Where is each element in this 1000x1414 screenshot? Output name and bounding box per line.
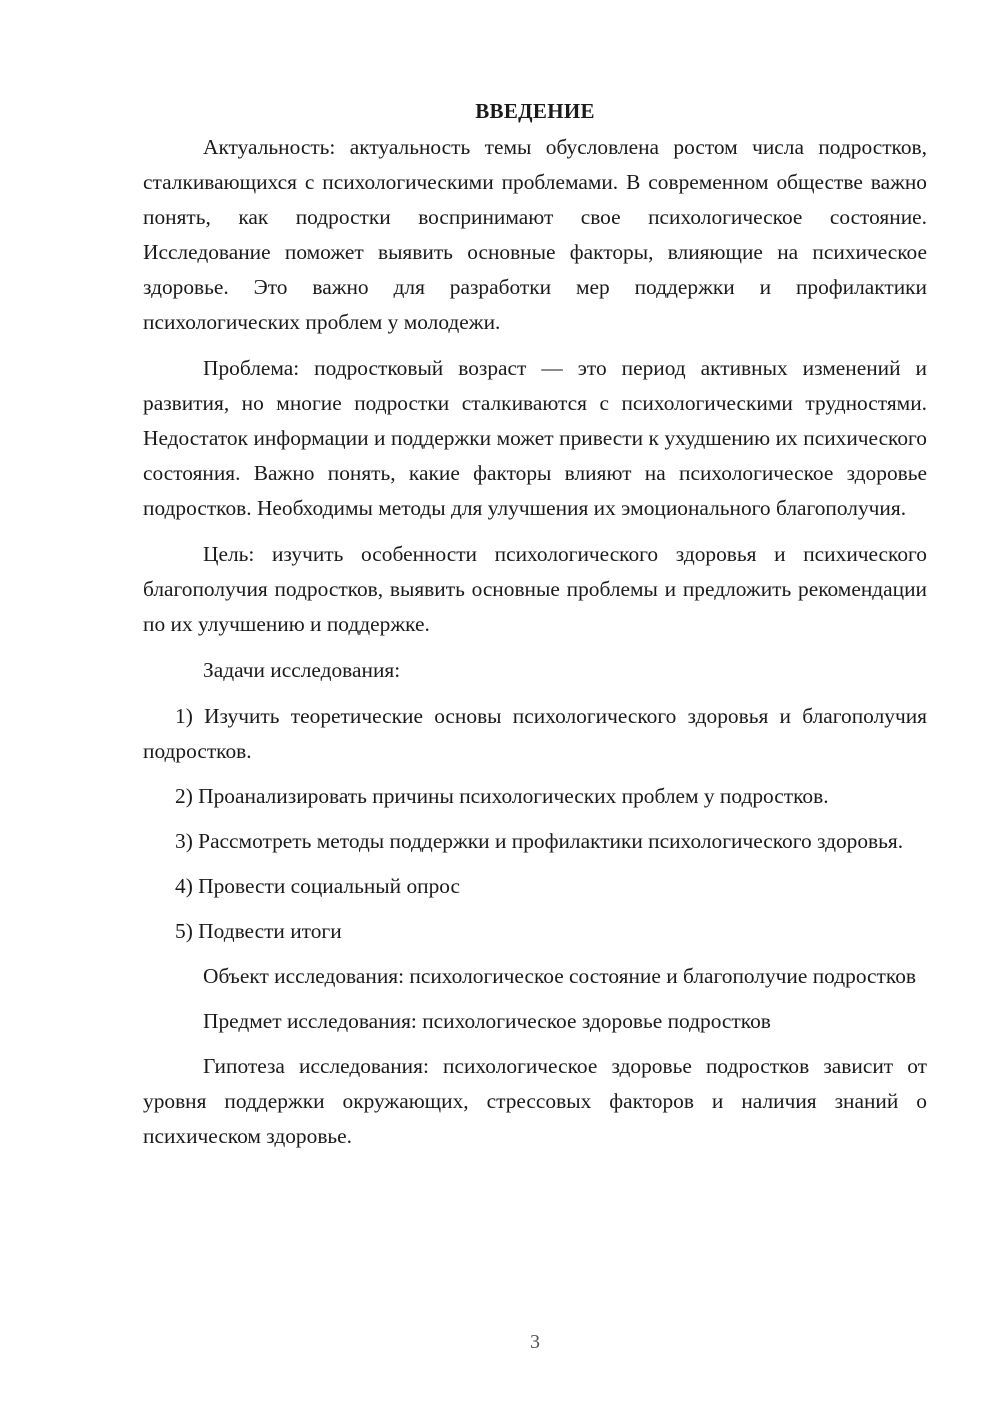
task-item-1: 1) Изучить теоретические основы психологического здоровья и благополучия подростков. bbox=[143, 704, 927, 763]
task-item-4: 4) Провести социальный опрос bbox=[175, 874, 461, 898]
goal-paragraph: Цель: изучить особенности психологического здоровья и психического благополучия подростков, выявить основные проблемы и предложить рекомендации по их улучшению и поддержке. bbox=[143, 542, 927, 636]
subject-paragraph: Предмет исследования: психологическое здоровье подростков bbox=[203, 1009, 771, 1033]
document-page bbox=[143, 96, 927, 1154]
hypothesis-paragraph: Гипотеза исследования: психологическое здоровье подростков зависит от уровня поддержки окружающих, стрессовых факторов и наличия знаний о психическом здоровье. bbox=[143, 1054, 927, 1148]
problem-paragraph: Проблема: подростковый возраст — это период активных изменений и развития, но многие подростки сталкиваются с психологическими трудностями. Недостаток информации и поддержки может привести к ухудшению их психического состояния. Важно понять, какие факторы влияют на психологическое здоровье подростков. Необходимы методы для улучшения их эмоционального благополучия. bbox=[143, 356, 927, 520]
section-title: ВВЕДЕНИЕ bbox=[475, 99, 595, 123]
task-item-5: 5) Подвести итоги bbox=[175, 919, 342, 943]
tasks-heading: Задачи исследования: bbox=[203, 658, 401, 682]
task-item-3: 3) Рассмотреть методы поддержки и профилактики психологического здоровья. bbox=[175, 829, 904, 853]
page-number: 3 bbox=[530, 1331, 540, 1353]
relevance-paragraph: Актуальность: актуальность темы обусловлена ростом числа подростков, сталкивающихся с психологическими проблемами. В современном обществе важно понять, как подростки воспринимают свое психологическое состояние. Исследование поможет выявить основные факторы, влияющие на психическое здоровье. Это важно для разработки мер поддержки и профилактики психологических проблем у молодежи. bbox=[143, 135, 927, 334]
object-paragraph: Объект исследования: психологическое состояние и благополучие подростков bbox=[203, 964, 917, 988]
task-item-2: 2) Проанализировать причины психологических проблем у подростков. bbox=[175, 784, 829, 808]
